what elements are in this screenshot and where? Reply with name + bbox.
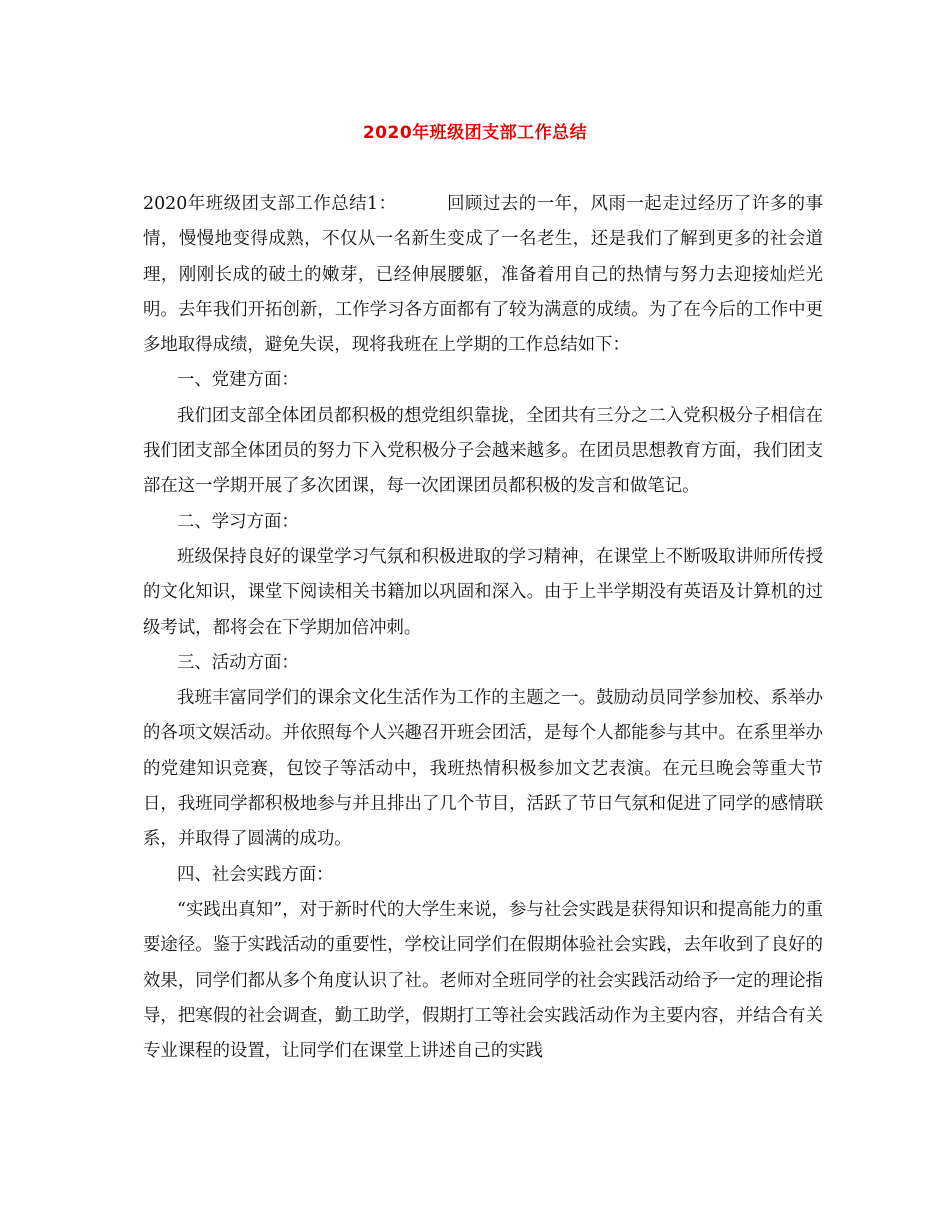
intro-text: 回顾过去的一年，风雨一起走过经历了许多的事情，慢慢地变得成熟，不仅从一名新生变成了一名老生，还是我们了解到更多的社会道理，刚刚长成的破土的嫩芽，已经伸展腰躯，准备着用自己的热情与努力去迎接灿烂光明。去年我们开拓创新，工作学习各方面都有了较为满意的成绩。为了在今后的工作中更多地取得成绩，避免失误，现将我班在上学期的工作总结如下：	[143, 194, 823, 356]
section-text-practice: “实践出真知”，对于新时代的大学生来说，参与社会实践是获得知识和提高能力的重要途径。鉴于实践活动的重要性，学校让同学们在假期体验社会实践，去年收到了良好的效果，同学们都从多个角度认识了社。老师对全班同学的社会实践活动给予一定的理论指导，把寒假的社会调查，勤工助学，假期打工等社会实践活动作为主要内容，并结合有关专业课程的设置，让同学们在课堂上讲述自己的实践	[143, 899, 823, 1062]
document-body	[143, 187, 823, 1069]
section-heading-study: 二、学习方面：	[177, 511, 299, 532]
intro-label: 2020年班级团支部工作总结1：	[143, 194, 397, 214]
section-text-study: 班级保持良好的课堂学习气氛和积极进取的学习精神，在课堂上不断吸取讲师所传授的文化知识，课堂下阅读相关书籍加以巩固和深入。由于上半学期没有英语及计算机的过级考试，都将会在下学期加倍冲刺。	[143, 546, 823, 638]
section-heading-practice: 四、社会实践方面：	[177, 864, 334, 885]
section-text-activity: 我班丰富同学们的课余文化生活作为工作的主题之一。鼓励动员同学参加校、系举办的各项文娱活动。并依照每个人兴趣召开班会团活，是每个人都能参与其中。在系里举办的党建知识竞赛，包饺子等活动中，我班热情积极参加文艺表演。在元旦晚会等重大节日，我班同学都积极地参与并且排出了几个节目，活跃了节日气氛和促进了同学的感情联系，并取得了圆满的成功。	[143, 688, 823, 850]
intro-paragraph	[143, 187, 823, 363]
document-title: 2020年班级团支部工作总结	[362, 123, 588, 143]
section-heading-party: 一、党建方面：	[177, 370, 299, 391]
section-text-party: 我们团支部全体团员都积极的想党组织靠拢，全团共有三分之二入党积极分子相信在我们团支部全体团员的努力下入党积极分子会越来越多。在团员思想教育方面，我们团支部在这一学期开展了多次团课，每一次团课团员都积极的发言和做笔记。	[143, 405, 823, 497]
section-heading-activity: 三、活动方面：	[177, 652, 299, 673]
